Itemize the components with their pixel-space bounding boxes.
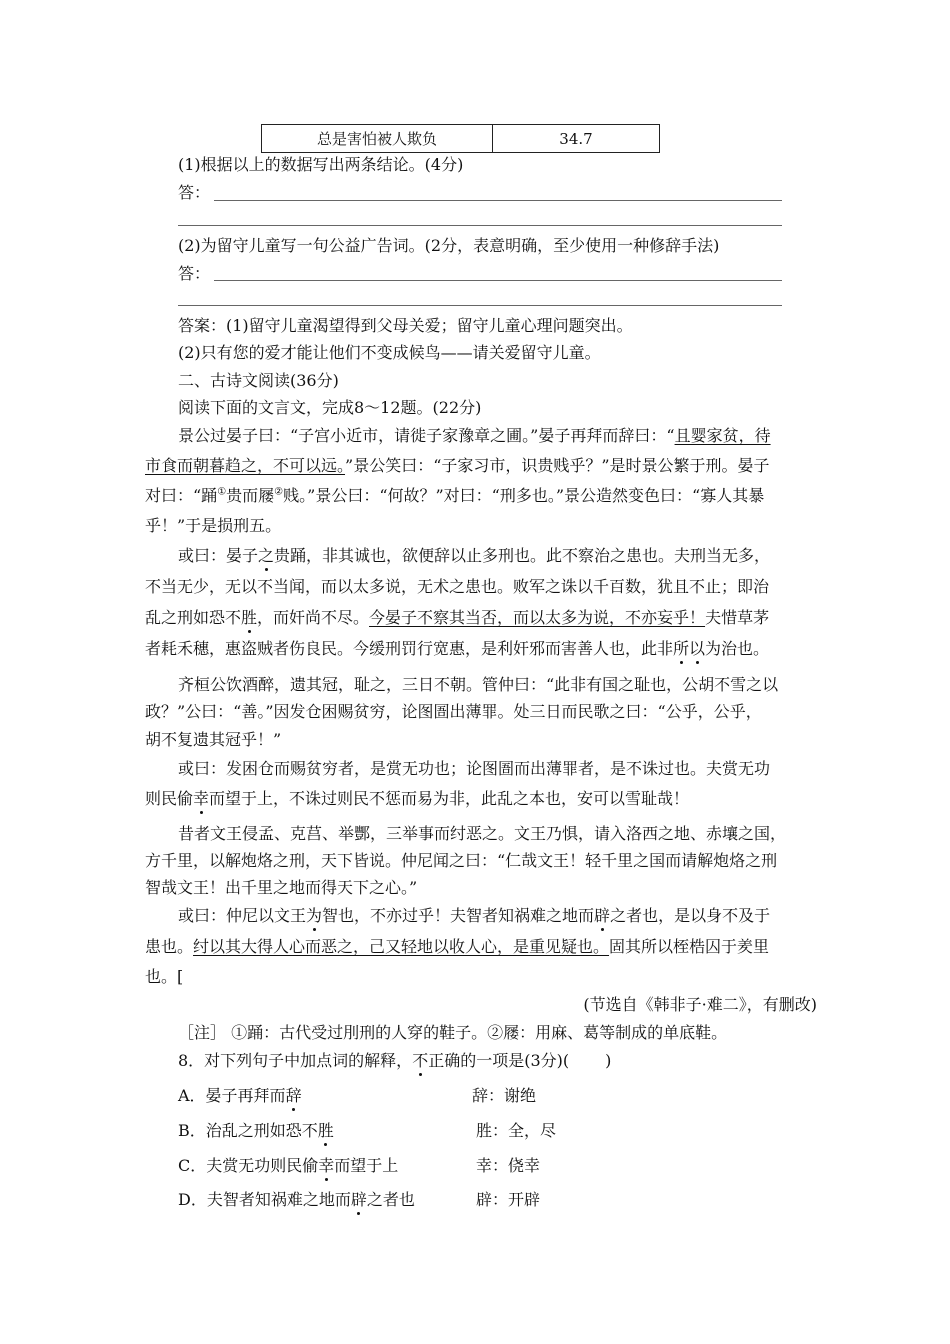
answer-line <box>214 280 782 281</box>
section-instruction: 阅读下面的文言文，完成8～12题。(22分) <box>178 398 482 417</box>
passage-line: 昔者文王侵孟、克莒、举酆，三举事而纣恶之。文王乃惧，请入洛西之地、赤壤之国， <box>178 824 787 843</box>
question-1-answer-label: 答： <box>178 183 211 202</box>
answer-line-1: 答案：(1)留守儿童渴望得到父母关爱；留守儿童心理问题突出。 <box>178 316 633 335</box>
passage-line: 或曰：发困仓而赐贫穷者，是赏无功也；论图圄而出薄罪者，是不诛过也。夫赏无功 <box>178 759 771 778</box>
option-b-gloss: 胜：全，尽 <box>476 1121 557 1140</box>
passage-line: 政？”公曰：“善。”因发仓困赐贫穷，论图圄出薄罪。处三日而民歌之曰：“公乎，公乎， <box>145 702 762 721</box>
data-table <box>261 124 660 153</box>
passage-line: 患也。纣以其大得人心而恶之，己又轻地以收人心，是重见疑也。固其所以桎梏囚于羑里 <box>145 937 770 956</box>
passage-line: 不当无少，无以不当闻，而以太多说，无术之患也。败军之诛以千百数，犹且不止；即治 <box>145 577 770 596</box>
answer-line <box>178 225 782 226</box>
option-c: C．夫赏无功则民偷幸而望于上 <box>178 1156 399 1175</box>
passage-line: 则民偷幸而望于上，不诛过则民不惩而易为非，此乱之本也，安可以雪耻哉！ <box>145 789 690 808</box>
question-2-answer-label: 答： <box>178 264 211 283</box>
option-a-gloss: 辞：谢绝 <box>472 1086 537 1105</box>
answer-line-2: (2)只有您的爱才能让他们不变成候鸟——请关爱留守儿童。 <box>178 343 601 362</box>
question-2-prompt: (2)为留守儿童写一句公益广告词。(2分，表意明确，至少使用一种修辞手法) <box>178 236 720 255</box>
table-cell-value: 34.7 <box>493 125 660 153</box>
table-row <box>262 125 660 153</box>
passage-line: 方千里，以解炮烙之刑，天下皆说。仲尼闻之曰：“仁哉文王！轻千里之国而请解炮烙之刑 <box>145 851 778 870</box>
question-8-stem: 8．对下列句子中加点词的解释，不正确的一项是(3分)( ) <box>178 1051 612 1070</box>
passage-line: 者耗禾穗，惠盗贼者伤良民。今缓刑罚行宽惠，是利奸邪而害善人也，此非所以为治也。 <box>145 639 770 658</box>
passage-line: 乎！”于是损刑五。 <box>145 516 282 535</box>
passage-line: 乱之刑如恐不胜，而奸尚不尽。今晏子不察其当否，而以太多为说，不亦妄乎！夫惜草茅 <box>145 608 770 627</box>
option-d-gloss: 辟：开辟 <box>476 1190 541 1209</box>
passage-line: 智哉文王！出千里之地而得天下之心。” <box>145 878 418 897</box>
passage-line: 齐桓公饮酒醉，遗其冠，耻之，三日不朝。管仲曰：“此非有国之耻也，公胡不雪之以 <box>178 675 779 694</box>
passage-line: 景公过晏子曰：“子宫小近市，请徙子家豫章之圃。”晏子再拜而辞曰：“且婴家贫，待 <box>178 426 771 445</box>
answer-line <box>178 305 782 306</box>
passage-line: 或曰：晏子之贵踊，非其诚也，欲便辞以止多刑也。此不察治之患也。夫刑当无多， <box>178 546 771 565</box>
passage-line: 或曰：仲尼以文王为智也，不亦过乎！夫智者知祸难之地而辟之者也，是以身不及于 <box>178 906 771 925</box>
answer-line <box>214 200 782 201</box>
passage-line: 胡不复遗其冠乎！” <box>145 730 282 749</box>
passage-line: 对曰：“踊①贵而屦②贱。”景公曰：“何故？”对曰：“刑多也。”景公造然变色曰：“寡人其暴 <box>145 486 765 505</box>
option-c-gloss: 幸：侥幸 <box>476 1156 541 1175</box>
option-a: A．晏子再拜而辞 <box>178 1086 302 1105</box>
option-d: D．夫智者知祸难之地而辟之者也 <box>178 1190 415 1209</box>
table-cell-label: 总是害怕被人欺负 <box>262 125 493 153</box>
passage-line: 也。[ <box>145 967 184 986</box>
footnote: ［注］ ①踊：古代受过刖刑的人穿的鞋子。②屦：用麻、葛等制成的单底鞋。 <box>178 1023 728 1042</box>
option-b: B．治乱之刑如恐不胜 <box>178 1121 334 1140</box>
section-title: 二、古诗文阅读(36分) <box>178 371 339 390</box>
source-citation: (节选自《韩非子·难二》，有删改) <box>583 995 817 1014</box>
passage-line: 市食而朝暮趋之，不可以远。”景公笑曰：“子家习市，识贵贱乎？”是时景公繁于刑。晏子 <box>145 456 770 475</box>
question-1-prompt: (1)根据以上的数据写出两条结论。(4分) <box>178 155 464 174</box>
